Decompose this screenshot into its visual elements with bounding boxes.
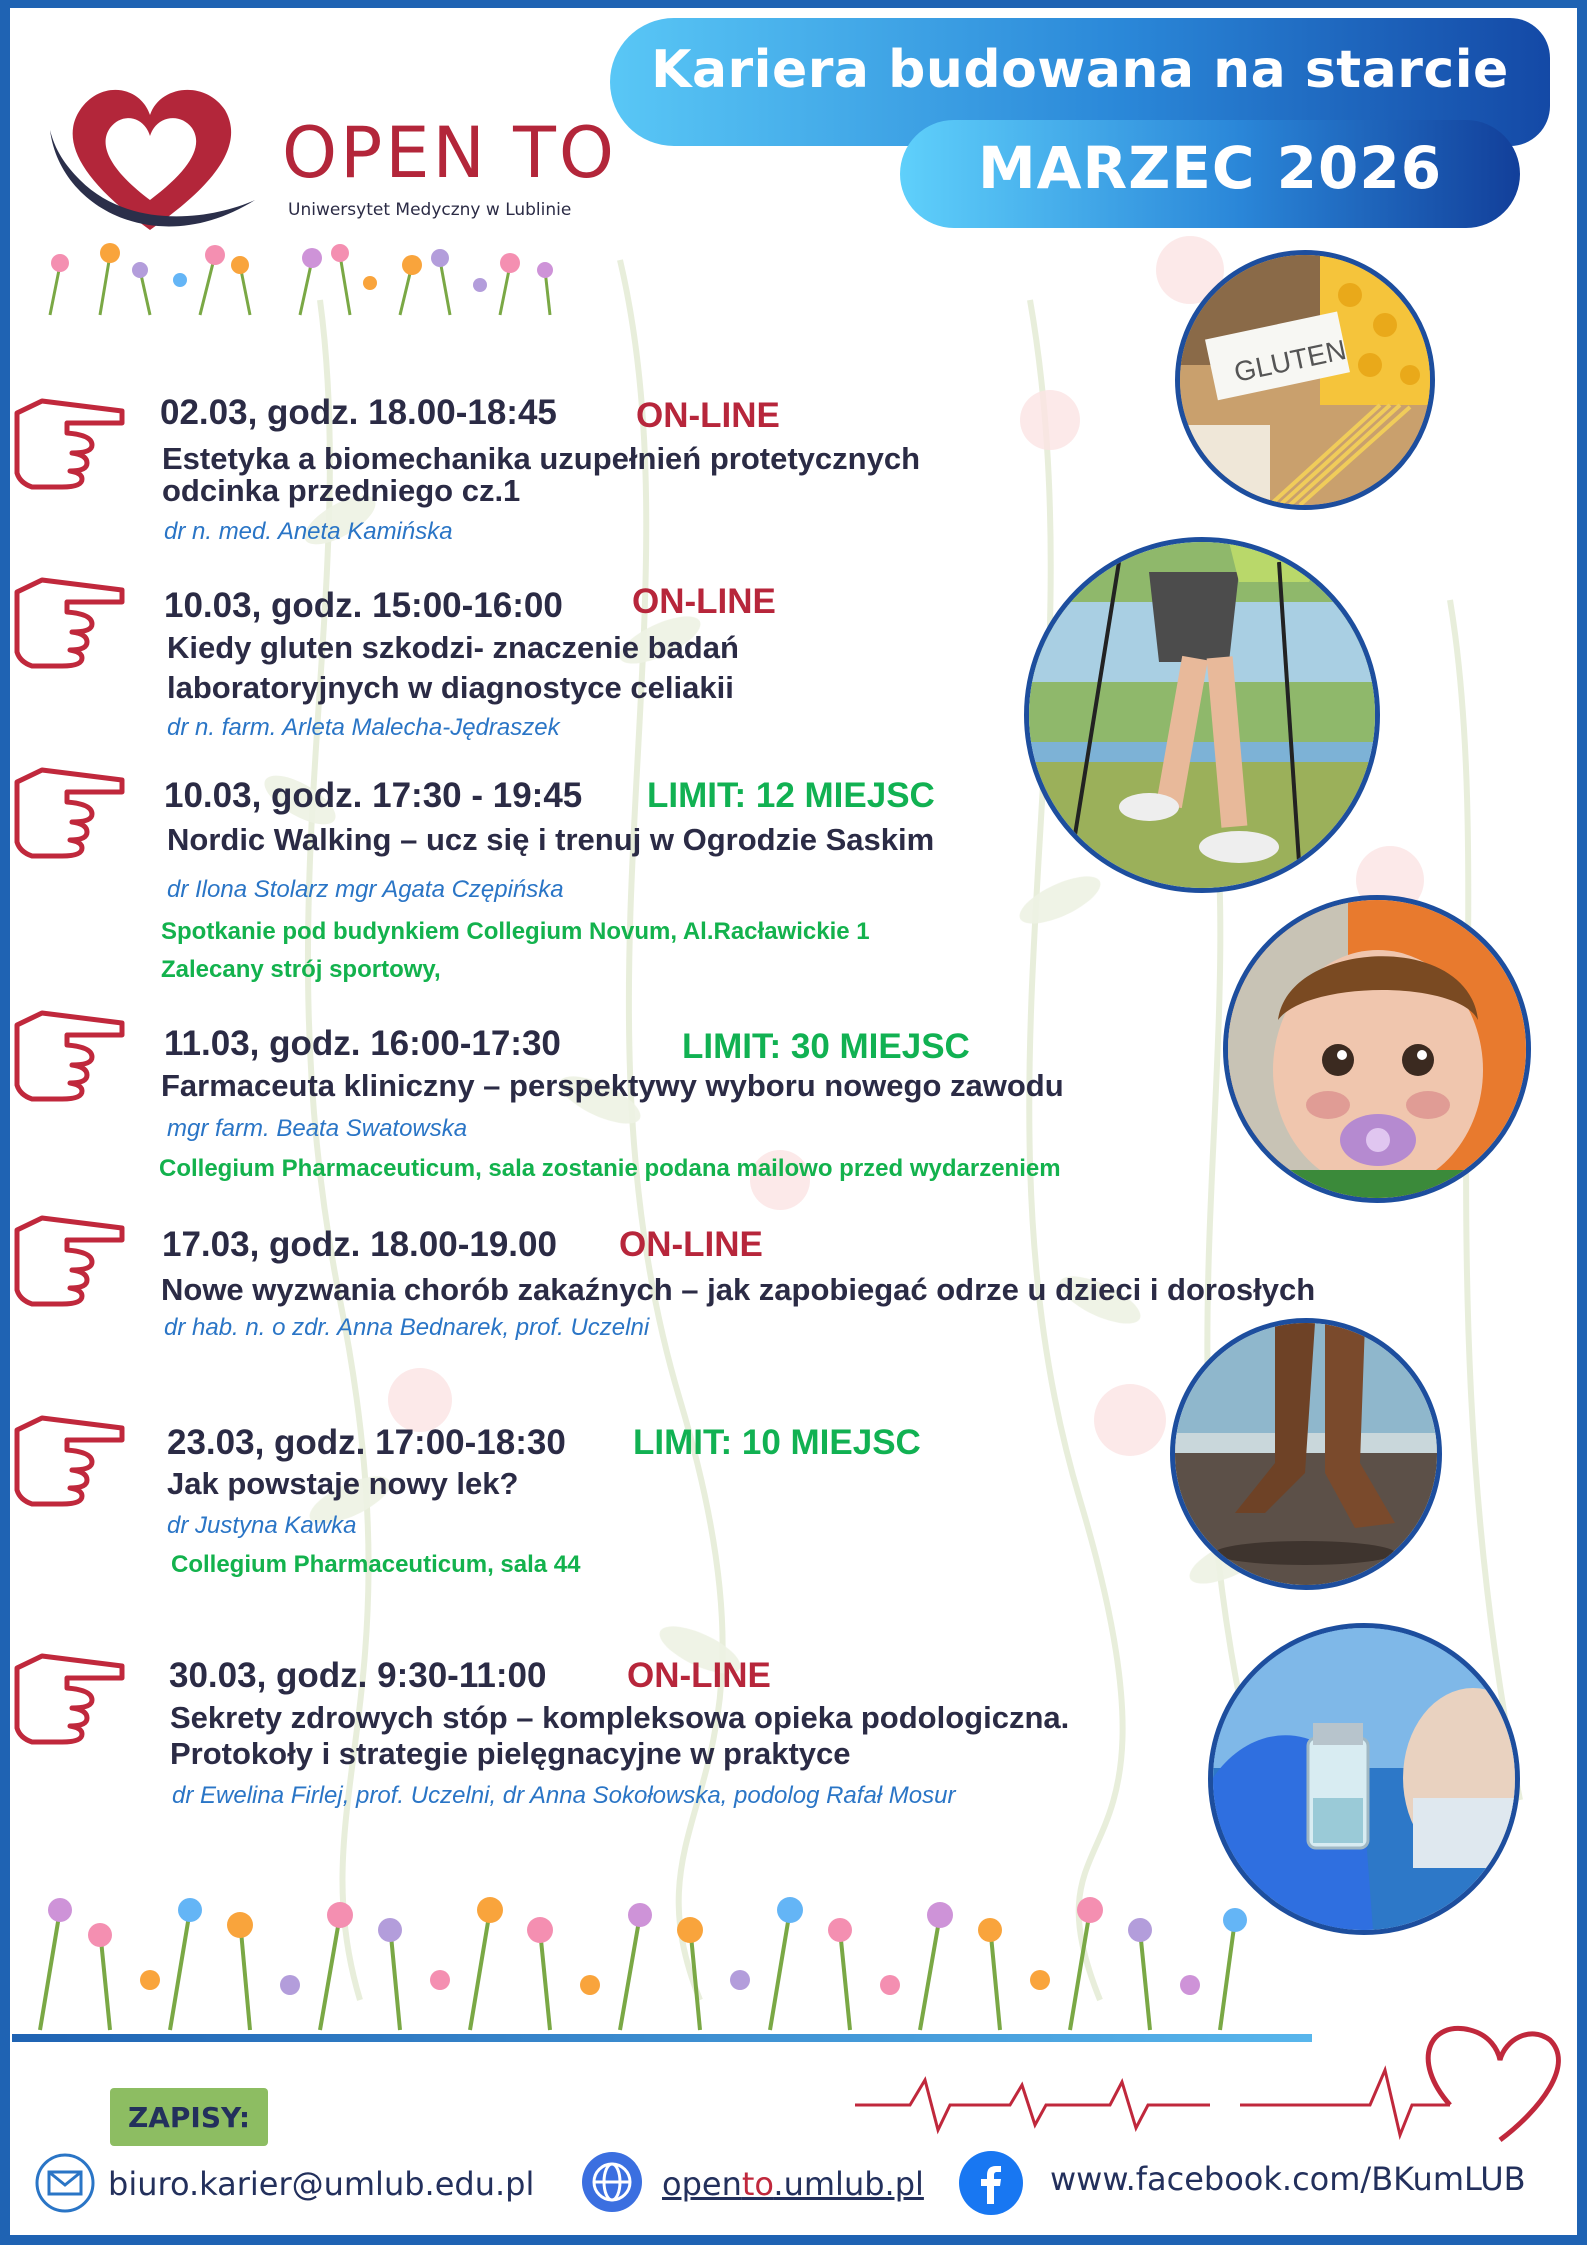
website-highlight: to bbox=[741, 2165, 774, 2203]
facebook-icon bbox=[958, 2150, 1024, 2216]
event-3-note-2: Zalecany strój sportowy, bbox=[161, 956, 441, 983]
contact-facebook[interactable]: www.facebook.com/BKumLUB bbox=[1050, 2160, 1526, 2198]
event-3-date: 10.03, godz. 17:30 - 19:45 bbox=[164, 776, 583, 815]
pointing-hand-icon bbox=[12, 1648, 127, 1748]
event-3-title-line-1: Nordic Walking – ucz się i trenuj w Ogrodzie Saskim bbox=[167, 822, 935, 857]
event-7-date: 30.03, godz. 9:30-11:00 bbox=[169, 1656, 547, 1695]
child-photo bbox=[1223, 895, 1531, 1203]
signup-label: ZAPISY: bbox=[110, 2088, 268, 2146]
event-5-badge: ON-LINE bbox=[619, 1225, 763, 1264]
event-1-speaker: dr n. med. Aneta Kamińska bbox=[164, 518, 453, 545]
event-2-badge: ON-LINE bbox=[632, 582, 776, 621]
header-month: MARZEC 2026 bbox=[977, 134, 1443, 202]
heartbeat-icon bbox=[850, 2010, 1570, 2150]
event-3-badge: LIMIT: 12 MIEJSC bbox=[647, 776, 935, 815]
event-6-speaker: dr Justyna Kawka bbox=[167, 1512, 357, 1539]
event-1-badge: ON-LINE bbox=[636, 396, 780, 435]
logo-subtitle: Uniwersytet Medyczny w Lublinie bbox=[288, 200, 572, 220]
nordic-walking-photo bbox=[1024, 537, 1380, 893]
event-1-title-line-1: Estetyka a biomechanika uzupełnień protetycznych bbox=[162, 441, 921, 476]
event-3-note-1: Spotkanie pod budynkiem Collegium Novum, Al.Racławickie 1 bbox=[161, 918, 870, 945]
event-3-speaker: dr Ilona Stolarz mgr Agata Czępińska bbox=[167, 876, 564, 903]
pointing-hand-icon bbox=[12, 393, 127, 493]
feet-photo bbox=[1170, 1318, 1442, 1590]
event-7-badge: ON-LINE bbox=[627, 1656, 771, 1695]
event-2-title-line-2: laboratoryjnych w diagnostyce celiakii bbox=[167, 670, 734, 705]
event-4-speaker: mgr farm. Beata Swatowska bbox=[167, 1115, 468, 1142]
event-4-date: 11.03, godz. 16:00-17:30 bbox=[164, 1024, 561, 1063]
event-4-title-line-1: Farmaceuta kliniczny – perspektywy wyboru nowego zawodu bbox=[161, 1068, 1064, 1103]
event-6-date: 23.03, godz. 17:00-18:30 bbox=[167, 1423, 566, 1462]
website-suffix: .umlub.pl bbox=[773, 2165, 924, 2203]
event-7-speaker: dr Ewelina Firlej, prof. Uczelni, dr Anna Sokołowska, podolog Rafał Mosur bbox=[172, 1782, 956, 1809]
pointing-hand-icon bbox=[12, 572, 127, 672]
event-2-title-line-1: Kiedy gluten szkodzi- znaczenie badań bbox=[167, 630, 739, 665]
website-prefix: open bbox=[662, 2165, 742, 2203]
pointing-hand-icon bbox=[12, 1005, 127, 1105]
event-5-title-line-1: Nowe wyzwania chorób zakaźnych – jak zapobiegać odrze u dzieci i dorosłych bbox=[161, 1272, 1316, 1307]
event-5-speaker: dr hab. n. o zdr. Anna Bednarek, prof. Uczelni bbox=[164, 1314, 650, 1341]
event-6-note-1: Collegium Pharmaceuticum, sala 44 bbox=[171, 1551, 581, 1578]
pointing-hand-icon bbox=[12, 1210, 127, 1310]
event-4-note-1: Collegium Pharmaceuticum, sala zostanie podana mailowo przed wydarzeniem bbox=[159, 1155, 1061, 1182]
globe-icon bbox=[580, 2150, 644, 2214]
event-2-speaker: dr n. farm. Arleta Malecha-Jędraszek bbox=[167, 714, 560, 741]
pointing-hand-icon bbox=[12, 762, 127, 862]
event-5-date: 17.03, godz. 18.00-19.00 bbox=[162, 1225, 557, 1264]
event-7-title-line-2: Protokoły i strategie pielęgnacyjne w praktyce bbox=[170, 1736, 851, 1771]
event-6-badge: LIMIT: 10 MIEJSC bbox=[633, 1423, 921, 1462]
header-month-banner bbox=[900, 120, 1520, 228]
event-1-title-line-2: odcinka przedniego cz.1 bbox=[162, 473, 521, 508]
contact-email[interactable]: biuro.karier@umlub.edu.pl bbox=[108, 2165, 535, 2203]
event-6-title-line-1: Jak powstaje nowy lek? bbox=[167, 1466, 519, 1501]
event-1-date: 02.03, godz. 18.00-18:45 bbox=[160, 393, 557, 432]
gluten-photo bbox=[1175, 250, 1435, 510]
gluten-label: GLUTEN bbox=[1231, 333, 1349, 388]
event-2-date: 10.03, godz. 15:00-16:00 bbox=[164, 586, 563, 625]
contact-website[interactable] bbox=[662, 2165, 924, 2203]
mail-icon bbox=[34, 2152, 96, 2214]
logo-name: OPEN TO bbox=[282, 112, 618, 194]
flowers-decoration bbox=[40, 225, 580, 320]
header-title: Kariera budowana na starcie bbox=[651, 40, 1509, 100]
pointing-hand-icon bbox=[12, 1410, 127, 1510]
event-4-badge: LIMIT: 30 MIEJSC bbox=[682, 1027, 970, 1066]
event-7-title-line-1: Sekrety zdrowych stóp – kompleksowa opieka podologiczna. bbox=[170, 1700, 1070, 1735]
